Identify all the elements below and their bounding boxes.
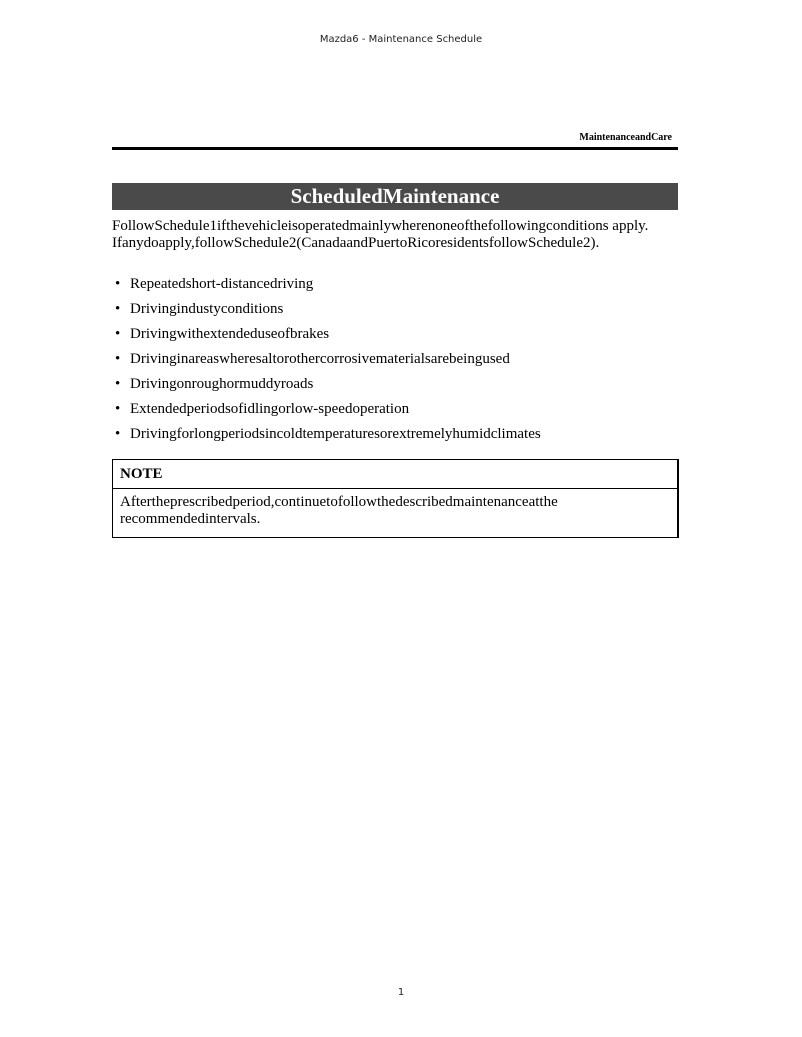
- page-title: ScheduledMaintenance: [112, 183, 678, 210]
- bullet-icon: •: [115, 276, 121, 292]
- list-item: [112, 376, 672, 401]
- list-item: [112, 351, 672, 376]
- condition-text: Drivingwithextendeduseofbrakes: [130, 326, 330, 342]
- document-header-title: Mazda6 - Maintenance Schedule: [319, 34, 483, 45]
- header-rule-divider: [112, 147, 678, 150]
- section-label: MaintenanceandCare: [579, 132, 672, 143]
- list-item: [112, 401, 672, 426]
- list-item: [112, 276, 672, 301]
- condition-text: Repeatedshort-distancedriving: [130, 276, 314, 292]
- conditions-list: [112, 276, 672, 451]
- bullet-icon: •: [115, 301, 121, 317]
- note-body: Aftertheprescribedperiod,continuetofollowthedescribedmaintenanceatthe recommendedintervals.: [120, 494, 558, 527]
- condition-text: Drivingforlongperiodsincoldtemperaturesorextremelyhumidclimates: [130, 426, 541, 442]
- condition-text: Drivingonroughormuddyroads: [130, 376, 314, 392]
- note-heading: NOTE: [113, 460, 677, 489]
- intro-line-1: FollowSchedule1ifthevehicleisoperatedmainlywherenoneofthefollowingconditions apply.: [112, 218, 649, 234]
- list-item: [112, 426, 672, 451]
- note-box: [112, 459, 679, 538]
- condition-text: Drivinginareaswheresaltorothercorrosivematerialsarebeingused: [130, 351, 510, 367]
- condition-text: Extendedperiodsofidlingorlow-speedoperation: [130, 401, 410, 417]
- condition-text: Drivingindustyconditions: [130, 301, 284, 317]
- intro-line-2: Ifanydoapply,followSchedule2(CanadaandPuertoRicoresidentsfollowSchedule2).: [112, 235, 600, 251]
- intro-text: [112, 218, 652, 252]
- bullet-icon: •: [115, 351, 121, 367]
- bullet-icon: •: [115, 376, 121, 392]
- bullet-icon: •: [115, 401, 121, 417]
- list-item: [112, 301, 672, 326]
- bullet-icon: •: [115, 426, 121, 442]
- list-item: [112, 326, 672, 351]
- bullet-icon: •: [115, 326, 121, 342]
- page-number: 1: [397, 987, 405, 998]
